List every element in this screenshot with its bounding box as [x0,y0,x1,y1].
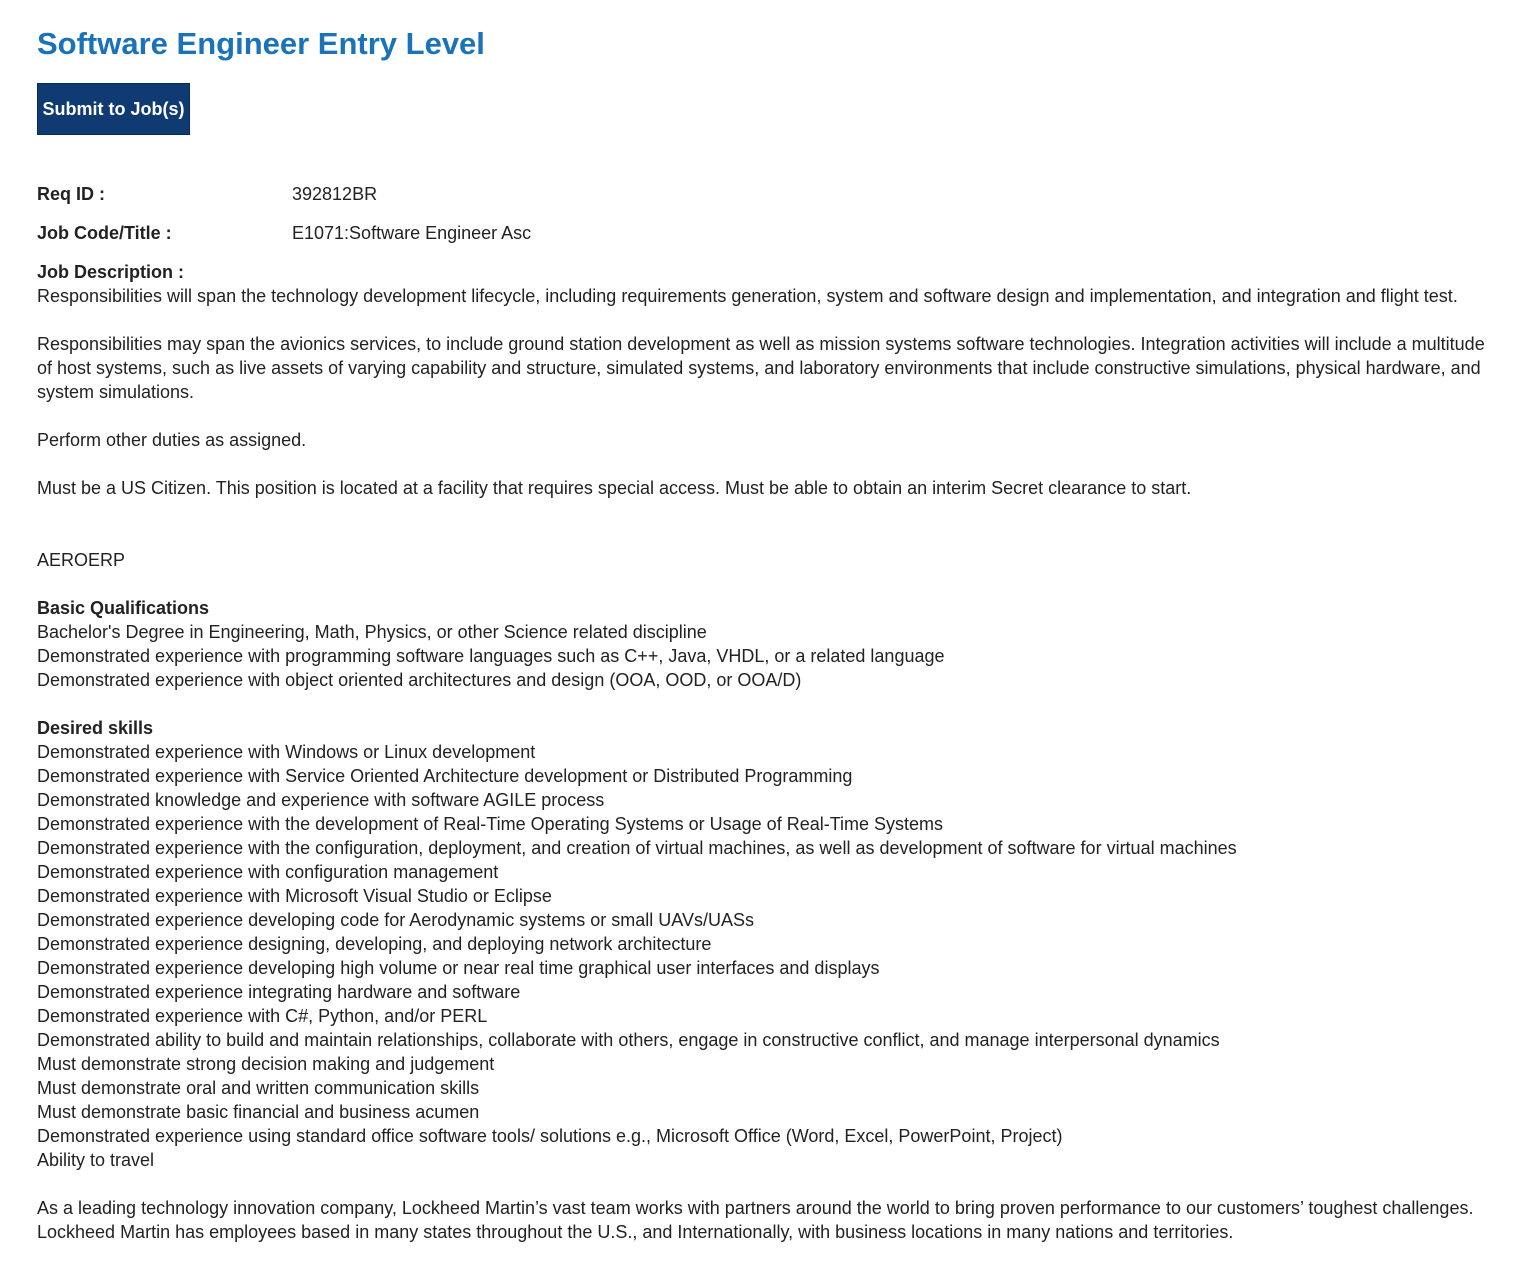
req-id-value: 392812BR [292,184,378,204]
list-item: Demonstrated experience using standard office software tools/ solutions e.g., Microsoft Office (Word, Excel, PowerPoint, Project) [37,1126,1063,1146]
list-item: Demonstrated experience with Microsoft Visual Studio or Eclipse [37,886,552,906]
list-item: Demonstrated experience with object oriented architectures and design (OOA, OOD, or OOA/D) [37,670,802,690]
list-item: Demonstrated experience with Service Oriented Architecture development or Distributed Programming [37,766,853,786]
job-code-value: E1071:Software Engineer Asc [292,223,532,243]
description-tag: AEROERP [37,550,126,570]
list-item: Demonstrated ability to build and maintain relationships, collaborate with others, engage in constructive conflict, and manage interpersonal dynamics [37,1030,1220,1050]
description-paragraph-2: Responsibilities may span the avionics services, to include ground station development as well as mission systems software technologies. Integration activities will include a multitude of host systems, such as live assets of varying capability and structure, simulated systems, and laboratory environments that include constructive simulations, physical hardware, and system simulations. [37,334,1485,402]
list-item: Demonstrated experience integrating hardware and software [37,982,521,1002]
list-item: Demonstrated experience with configuration management [37,862,499,882]
submit-to-jobs-button[interactable]: Submit to Job(s) [37,83,190,135]
list-item: Must demonstrate oral and written communication skills [37,1078,480,1098]
list-item: Demonstrated experience designing, developing, and deploying network architecture [37,934,712,954]
basic-qualifications-list [37,620,1500,692]
req-id-row [37,182,1500,206]
list-item: Demonstrated experience with Windows or Linux development [37,742,536,762]
desired-skills-heading: Desired skills [37,718,154,738]
list-item: Demonstrated experience with the configuration, deployment, and creation of virtual machines, as well as development of software for virtual machines [37,838,1237,858]
description-paragraph-4: Must be a US Citizen. This position is located at a facility that requires special access. Must be able to obtain an interim Secret clearance to start. [37,478,1192,498]
list-item: Must demonstrate basic financial and business acumen [37,1102,480,1122]
spacer [37,500,1500,548]
job-fields [37,182,1500,245]
description-paragraph-3: Perform other duties as assigned. [37,430,307,450]
desired-skills-list [37,740,1500,1172]
list-item: Must demonstrate strong decision making and judgement [37,1054,495,1074]
description-paragraph-1: Responsibilities will span the technology development lifecycle, including requirements generation, system and software design and implementation, and integration and flight test. [37,286,1458,306]
list-item: Demonstrated experience with programming software languages such as C++, Java, VHDL, or a related language [37,646,945,666]
basic-qualifications-heading: Basic Qualifications [37,598,210,618]
list-item: Demonstrated knowledge and experience with software AGILE process [37,790,605,810]
list-item: Demonstrated experience with C#, Python, and/or PERL [37,1006,488,1026]
list-item: Demonstrated experience developing code for Aerodynamic systems or small UAVs/UASs [37,910,754,930]
job-code-label: Job Code/Title : [37,223,172,243]
job-title: Software Engineer Entry Level [37,26,485,61]
list-item: Demonstrated experience developing high volume or near real time graphical user interfaces and displays [37,958,880,978]
list-item: Bachelor's Degree in Engineering, Math, Physics, or other Science related discipline [37,622,707,642]
job-description [37,260,1500,1244]
list-item: Demonstrated experience with the development of Real-Time Operating Systems or Usage of Real-Time Systems [37,814,944,834]
req-id-label: Req ID : [37,184,106,204]
job-description-label: Job Description : [37,262,185,282]
list-item: Ability to travel [37,1150,155,1170]
closing-paragraph: As a leading technology innovation company, Lockheed Martin’s vast team works with partners around the world to bring proven performance to our customers’ toughest challenges. Lockheed Martin has employees based in many states throughout the U.S., and Internationally, with business locations in many nations and territories. [37,1198,1474,1242]
job-code-row [37,221,1500,245]
